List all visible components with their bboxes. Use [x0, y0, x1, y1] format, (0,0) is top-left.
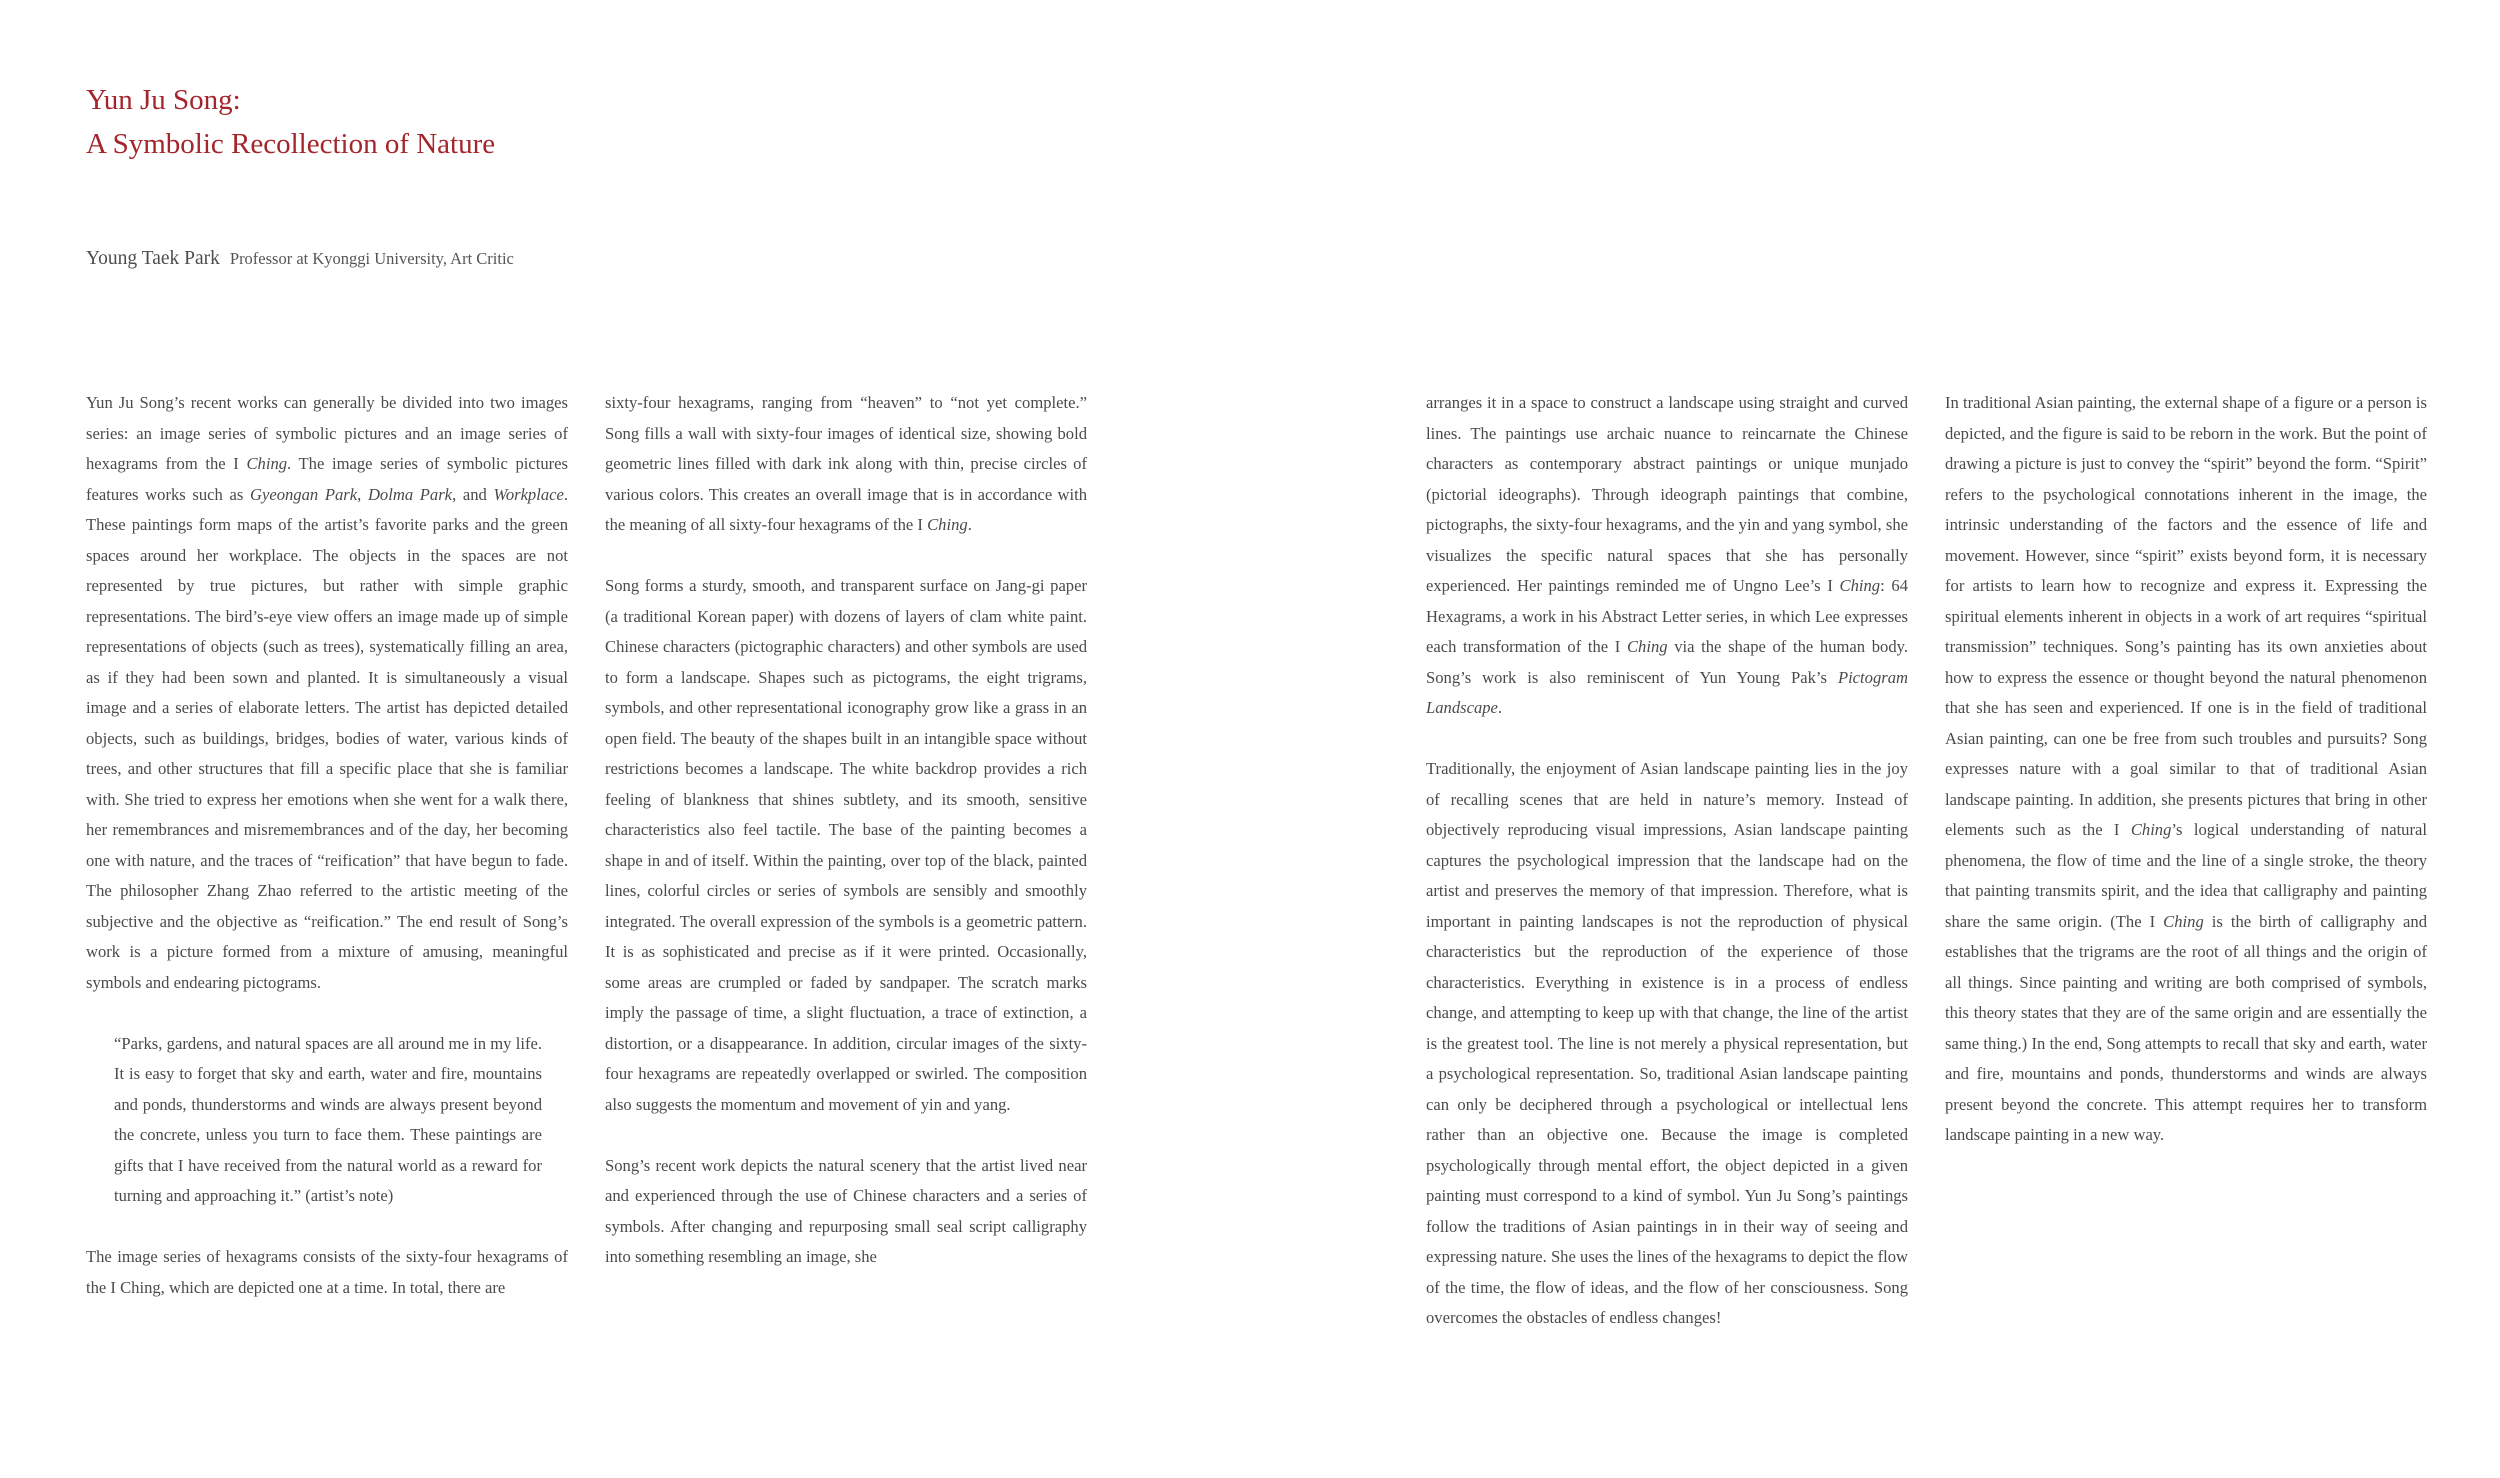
paragraph: Song forms a sturdy, smooth, and transparent surface on Jang-gi paper (a traditional Korean paper) with dozens of layers of clam white paint. Chinese characters (pictographic characters) and other symbols are used to form a landscape. Shapes such as pictograms, the eight trigrams, symbols, and other representational iconography grow like a grass in an open field. The beauty of the shapes built in an intangible space without restrictions becomes a landscape. The white backdrop provides a rich feeling of blankness that shines subtlety, and its smooth, sensitive characteristics also feel tactile. The base of the painting becomes a shape in and of itself. Within the painting, over top of the black, painted lines, colorful circles or series of symbols are sensibly and smoothly integrated. The overall expression of the symbols is a geometric pattern. It is as sophisticated and precise as if it were printed. Occasionally, some areas are crumpled or faded by sandpaper. The scratch marks imply the passage of time, a slight fluctuation, a trace of extinction, a distortion, or a disappearance. In addition, circular images of the sixty-four hexagrams are repeatedly overlapped or swirled. The composition also suggests the momentum and movement of yin and yang. — [605, 576, 1087, 1114]
title-line-2: A Symbolic Recollection of Nature — [86, 128, 496, 160]
author-role: Professor at Kyonggi University, Art Critic — [229, 249, 514, 268]
text-run: sixty-four hexagrams, ranging from “heaven” to “not yet complete.” Song fills a wall with sixty-four images of identical size, showing bold geometric lines filled with dark ink along with thin, precise circles of various colors. This creates an overall image that is in accordance with the meaning of all sixty-four hexagrams of the I — [605, 393, 1087, 534]
artist-quote: “Parks, gardens, and natural spaces are all around me in my life. It is easy to forget that sky and earth, water and fire, mountains and ponds, thunderstorms and winds are always present beyond the concrete, unless you turn to face them. These paintings are gifts that I have received from the natural world as a reward for turning and approaching it.” (artist’s note) — [114, 1033, 542, 1205]
author-name: Young Taek Park — [86, 248, 220, 269]
text-run: . These paintings form maps of the artist’s favorite parks and the green spaces around her workplace. The objects in the spaces are not represented by true pictures, but rather with simple graphic representations. The bird’s-eye view offers an image made up of simple representations of objects (such as trees), systematically filling an area, as if they had been sown and planted. It is simultaneously a visual image and a series of elaborate letters. The artist has depicted detailed objects, such as buildings, bridges, bodies of water, various kinds of trees, and other structures that fill a specific place that she is familiar with. She tried to express her emotions when she went for a walk there, her remembrances and misremembrances and of the day, her becoming one with nature, and the traces of “reification” that have begun to fade. The philosopher Zhang Zhao referred to the artistic meeting of the subjective and the objective as “reification.” The end result of Song’s work is a picture formed from a mixture of amusing, meaningful symbols and endearing pictograms. — [86, 484, 569, 992]
italic-text-run: Ching — [1839, 576, 1881, 595]
text-run: . — [967, 515, 972, 534]
text-column-1 — [86, 388, 568, 1334]
page-title — [86, 78, 986, 166]
paragraph — [1426, 388, 1908, 724]
text-column-3 — [1426, 388, 1908, 1364]
title-line-1: Yun Ju Song: — [86, 84, 241, 116]
text-run: , — [357, 484, 368, 504]
italic-text-run: Pictogram Landscape — [1426, 667, 1908, 717]
italic-text-run: Ching — [2163, 911, 2204, 931]
italic-text-run: Ching — [2130, 820, 2172, 839]
paragraph: The image series of hexagrams consists of the sixty-four hexagrams of the I Ching, which are depicted one at a time. In total, there are — [86, 1247, 568, 1297]
byline — [86, 248, 514, 270]
italic-text-run: Dolma Park — [367, 484, 453, 504]
text-run: Yun Ju Song’s recent works can generally be divided into two images series: an image series of symbolic pictures and an image series of hexagrams from the I — [86, 393, 568, 473]
italic-text-run: Ching — [1626, 637, 1668, 656]
italic-text-run: Gyeongan Park — [250, 484, 358, 504]
paragraph — [605, 388, 1087, 541]
text-column-4 — [1945, 388, 2427, 1181]
text-run: In traditional Asian painting, the external shape of a figure or a person is depicted, and the figure is said to be reborn in the work. But the point of drawing a picture is just to convey the “spirit” beyond the form. “Spirit” refers to the psychological connotations inherent in the image, the intrinsic understanding of the factors and the essence of life and movement. However, since “spirit” exists beyond form, it is necessary for artists to learn how to recognize and express it. Expressing the spiritual elements inherent in objects in a work of art requires “spiritual transmission” techniques. Song’s painting has its own anxieties about how to express the essence or thought beyond the natural phenomenon that she has seen and experienced. If one is in the field of traditional Asian painting, can one be free from such troubles and pursuits? Song expresses nature with a goal similar to that of traditional Asian landscape painting. In addition, she presents pictures that bring in other elements such as the I — [1945, 393, 2427, 839]
text-run: . The image series of symbolic pictures features works such as — [86, 454, 568, 504]
paragraph — [86, 388, 568, 998]
paragraph: Song’s recent work depicts the natural scenery that the artist lived near and experienced through the use of Chinese characters and a series of symbols. After changing and repurposing small seal script calligraphy into something resembling an image, she — [605, 1155, 1087, 1266]
text-run: is the birth of calligraphy and establishes that the trigrams are the root of all things and the origin of all things. Since painting and writing are both comprised of symbols, this theory states that they are of the same origin and are essentially the same thing.) In the end, Song attempts to recall that sky and earth, water and fire, mountains and ponds, thunderstorms and winds are always present beyond the concrete. This attempt requires her to transform landscape painting in a new way. — [1945, 911, 2427, 1144]
italic-text-run: Workplace — [493, 484, 564, 504]
text-run: via the shape of the human body. Song’s work is also reminiscent of Yun Young Pak’s — [1426, 637, 1908, 687]
text-run: arranges it in a space to construct a landscape using straight and curved lines. The paintings use archaic nuance to reincarnate the Chinese characters as contemporary abstract paintings or unique munjado (pictorial ideographs). Through ideograph paintings that combine, pictographs, the sixty-four hexagrams, and the yin and yang symbol, she visualizes the specific natural spaces that she has personally experienced. Her paintings reminded me of Ungno Lee’s I — [1426, 393, 1908, 595]
text-run: : 64 Hexagrams, a work in his Abstract Letter series, in which Lee expresses each transformation of the I — [1426, 576, 1908, 656]
text-run: ’s logical understanding of natural phenomena, the flow of time and the line of a single stroke, the theory that painting transmits spirit, and the idea that calligraphy and painting share the same origin. (The I — [1945, 820, 2427, 931]
italic-text-run: Ching — [927, 515, 968, 534]
paragraph — [1945, 388, 2427, 1151]
paragraph: Traditionally, the enjoyment of Asian landscape painting lies in the joy of recalling scenes that are held in nature’s memory. Instead of objectively reproducing visual impressions, Asian landscape painting captures the psychological impression that the landscape had on the artist and preserves the memory of that impression. Therefore, what is important in painting landscapes is not the reproduction of physical characteristics but the reproduction of the experience of those characteristics. Everything in existence is in a process of endless change, and attempting to keep up with that change, the line of the artist is the greatest tool. The line is not merely a physical representation, but a psychological representation. So, traditional Asian landscape painting can only be deciphered through a psychological or intellectual lens rather than an objective one. Because the image is completed psychologically through mental effort, the object depicted in a given painting must correspond to a kind of symbol. Yun Ju Song’s paintings follow the traditions of Asian paintings in in their way of seeing and expressing nature. She uses the lines of the hexagrams to depict the flow of the time, the flow of ideas, and the flow of her consciousness. Song overcomes the obstacles of endless changes! — [1426, 759, 1908, 1327]
text-run: . — [1497, 698, 1503, 717]
text-column-2 — [605, 388, 1087, 1303]
text-run: , and — [452, 484, 494, 504]
italic-text-run: Ching — [246, 454, 288, 473]
